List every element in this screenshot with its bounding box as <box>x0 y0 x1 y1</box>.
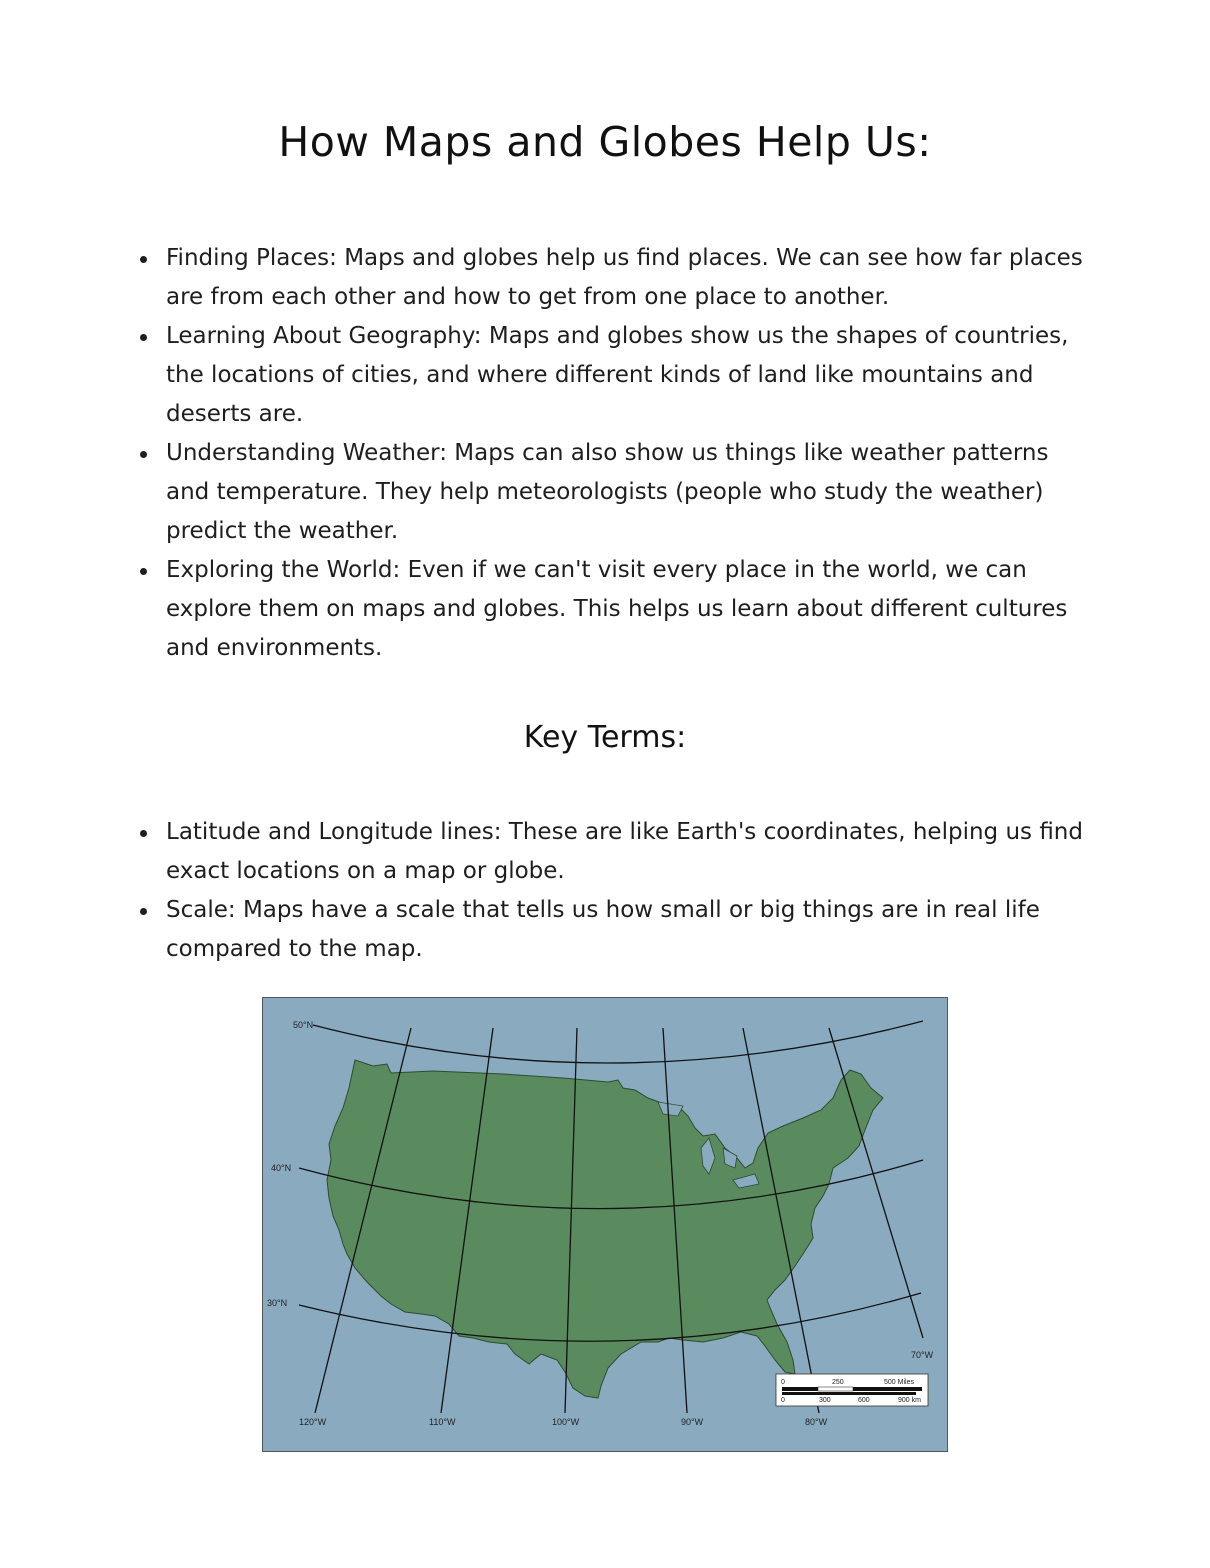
scale-mile-500: 500 Miles <box>884 1379 914 1386</box>
page-title: How Maps and Globes Help Us: <box>278 118 932 166</box>
help-list <box>138 239 1098 668</box>
key-terms-heading: Key Terms: <box>523 720 687 755</box>
list-item: Learning About Geography: Maps and globes show us the shapes of countries, the locations of cities, and where different kinds of land like mountains and deserts are. <box>138 317 1098 434</box>
list-item: Exploring the World: Even if we can't visit every place in the world, we can explore them on maps and globes. This helps us learn about different cultures and environments. <box>138 551 1098 668</box>
lon-label-100: 100°W <box>552 1417 580 1427</box>
key-terms-list <box>138 813 1098 969</box>
list-item: Understanding Weather: Maps can also show us things like weather patterns and temperature. They help meteorologists (people who study the weather) predict the weather. <box>138 434 1098 551</box>
lat-label-30: 30°N <box>267 1298 288 1308</box>
lon-label-70: 70°W <box>911 1350 934 1360</box>
lon-label-90: 90°W <box>681 1417 704 1427</box>
scale-mile-250: 250 <box>832 1379 844 1386</box>
scale-mile-0: 0 <box>781 1379 785 1386</box>
list-item: Latitude and Longitude lines: These are like Earth's coordinates, helping us find exact locations on a map or globe. <box>138 813 1098 891</box>
scale-km-0: 0 <box>781 1397 785 1404</box>
lon-label-120: 120°W <box>299 1417 327 1427</box>
lon-label-80: 80°W <box>805 1417 828 1427</box>
scale-km-900: 900 km <box>898 1397 921 1404</box>
scale-bar <box>776 1374 928 1406</box>
lat-label-50: 50°N <box>293 1020 314 1030</box>
list-item: Scale: Maps have a scale that tells us how small or big things are in real life compared to the map. <box>138 891 1098 969</box>
lat-label-40: 40°N <box>271 1163 292 1173</box>
lon-label-110: 110°W <box>429 1417 456 1427</box>
us-map-figure <box>262 997 948 1452</box>
us-map-svg <box>263 998 948 1452</box>
scale-km-600: 600 <box>858 1397 870 1404</box>
scale-km-300: 300 <box>819 1397 831 1404</box>
list-item: Finding Places: Maps and globes help us find places. We can see how far places are from each other and how to get from one place to another. <box>138 239 1098 317</box>
